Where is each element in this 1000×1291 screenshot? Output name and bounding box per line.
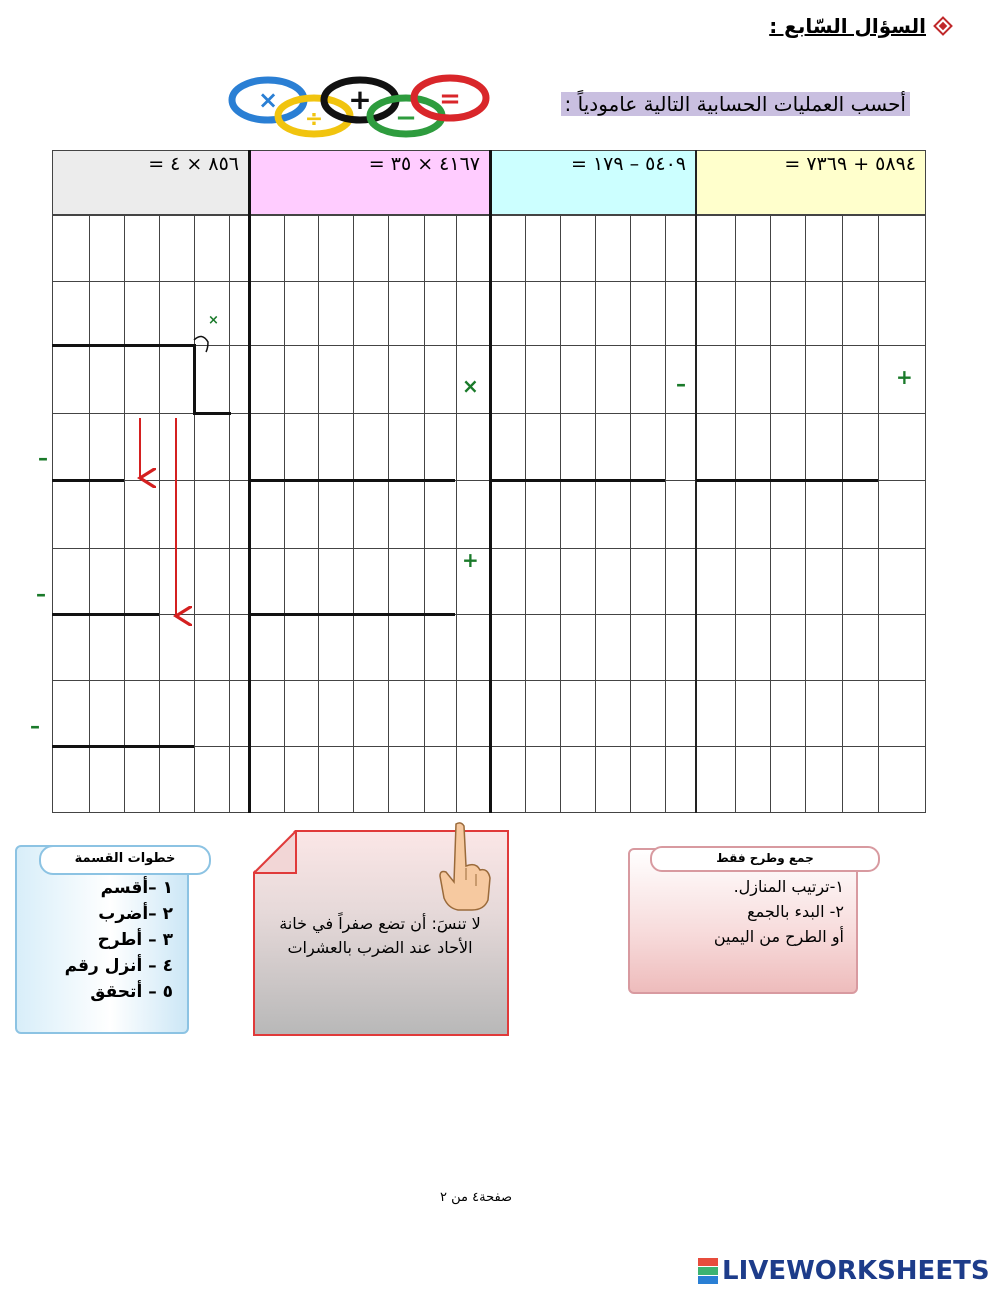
result-line xyxy=(490,479,665,482)
division-steps-heading: خطوات القسمة xyxy=(39,845,211,875)
grid-line xyxy=(353,215,354,813)
result-line xyxy=(249,613,455,616)
division-bracket-line xyxy=(193,412,231,415)
grid-line xyxy=(318,215,319,813)
result-line xyxy=(52,745,194,748)
grid-line xyxy=(878,215,879,813)
expression-multiply-large: ٤١٦٧ × ٣٥ = xyxy=(368,153,480,175)
brand-mark-icon xyxy=(698,1258,718,1284)
list-item: أو الطرح من اليمين xyxy=(713,927,844,946)
list-item: ٢ –أضرب xyxy=(98,904,173,924)
list-item: ١-ترتيب المنازل. xyxy=(733,877,844,896)
brand-name: LIVEWORKSHEETS xyxy=(722,1256,990,1286)
add-subtract-list xyxy=(714,874,844,949)
list-item: ٤ – أنزل رقم xyxy=(64,956,173,976)
svg-text:−: − xyxy=(395,103,417,133)
minus-sign: – xyxy=(36,582,46,606)
result-line xyxy=(696,479,878,482)
result-line xyxy=(249,479,455,482)
svg-text:×: × xyxy=(257,86,279,114)
result-line xyxy=(52,479,124,482)
grid-line xyxy=(630,215,631,813)
calculation-grid xyxy=(52,150,926,813)
grid-line xyxy=(805,215,806,813)
division-steps-list xyxy=(65,875,173,1005)
expression-add: ٥٨٩٤ + ٧٣٦٩ = xyxy=(784,153,916,175)
grid-line xyxy=(770,215,771,813)
grid-line xyxy=(194,215,195,813)
minus-sign: – xyxy=(30,714,40,738)
grid-line xyxy=(124,215,125,813)
add-subtract-heading: جمع وطرح فقط xyxy=(650,846,880,872)
times-sign: × xyxy=(208,313,219,328)
instruction-text: أحسب العمليات الحسابية التالية عامودياً : xyxy=(561,92,910,116)
expression-multiply-small: ٨٥٦ × ٤ = xyxy=(148,153,239,175)
svg-text:÷: ÷ xyxy=(304,107,324,132)
svg-text:+: + xyxy=(348,83,372,116)
grid-line xyxy=(665,215,666,813)
pointing-hand-icon xyxy=(430,820,492,912)
grid-line xyxy=(842,215,843,813)
list-item: ٥ – أتحقق xyxy=(90,982,173,1002)
grid-line xyxy=(89,215,90,813)
add-subtract-scroll xyxy=(628,848,858,994)
minus-sign: – xyxy=(38,446,48,470)
olympic-rings-operations-icon xyxy=(228,74,492,140)
grid-line xyxy=(388,215,389,813)
reminder-note-text: لا تنسَ: أن تضع صفراً في خانة الأحاد عند الضرب بالعشرات xyxy=(279,914,481,957)
list-item: ٣ – أطرح xyxy=(97,930,173,950)
page-number: صفحة٤ من ٢ xyxy=(440,1190,513,1205)
note-folded-corner-icon xyxy=(253,830,297,874)
question-title-text: السؤال السّابع : xyxy=(769,14,926,38)
grid-line xyxy=(525,215,526,813)
plus-sign: + xyxy=(896,365,913,389)
division-steps-scroll xyxy=(15,845,189,1034)
diamond-bullet-icon xyxy=(933,16,953,36)
division-bracket-line xyxy=(52,344,194,347)
svg-text:=: = xyxy=(439,84,461,114)
grid-line xyxy=(229,215,230,813)
grid-line xyxy=(159,215,160,813)
grid-line xyxy=(284,215,285,813)
grid-line xyxy=(560,215,561,813)
plus-sign: + xyxy=(462,548,479,572)
grid-line xyxy=(735,215,736,813)
division-bracket-line xyxy=(193,344,196,414)
result-line xyxy=(52,613,159,616)
list-item: ١ –أقسم xyxy=(100,878,173,898)
brand-logo xyxy=(698,1256,990,1286)
list-item: ٢- البدء بالجمع xyxy=(747,902,844,921)
minus-sign: – xyxy=(676,372,686,396)
question-title xyxy=(769,14,950,38)
expression-subtract: ٥٤٠٩ – ١٧٩ = xyxy=(570,153,686,175)
grid-line xyxy=(595,215,596,813)
instruction xyxy=(561,92,910,116)
times-sign: × xyxy=(462,374,479,398)
grid-line xyxy=(424,215,425,813)
grid-line xyxy=(456,215,457,813)
